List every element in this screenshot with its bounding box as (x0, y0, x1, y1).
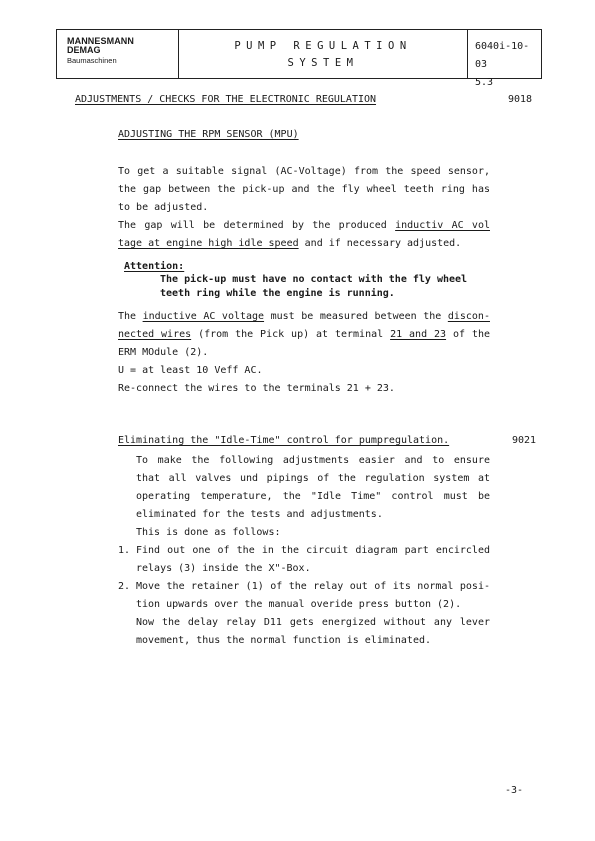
company-brand: DEMAG (67, 45, 101, 55)
text-line: To get a suitable signal (AC-Voltage) from the speed sensor, (118, 166, 490, 177)
text-line: relays (3) inside the X"-Box. (136, 563, 311, 574)
attention-line-2: teeth ring while the engine is running. (160, 288, 395, 299)
step-1 (136, 542, 490, 578)
document-title-line1: PUMP REGULATION (234, 40, 412, 52)
text-line (118, 326, 490, 344)
text-line: operating temperature, the "Idle Time" control must be (136, 491, 490, 502)
text-line: Find out one of the in the circuit diagram part encircled (136, 545, 490, 556)
page-number: -3- (505, 785, 524, 796)
text-line: Move the retainer (1) of the relay out of its normal posi- (136, 581, 490, 592)
document-title-block (179, 30, 468, 78)
text-line (118, 308, 490, 326)
text-run: must be measured between the (270, 311, 442, 322)
company-name: MANNESMANN (67, 36, 134, 46)
text-line: movement, thus the normal function is eliminated. (136, 635, 432, 646)
rpm-paragraph-1 (118, 163, 490, 217)
company-division: Baumaschinen (67, 56, 117, 65)
step-number: 2. (118, 581, 131, 592)
text-line: tion upwards over the manual overide press button (2). (136, 599, 462, 610)
text-line: Re-connect the wires to the terminals 21 + 23. (118, 383, 395, 394)
text-run: of the (452, 329, 491, 340)
idle-code: 9021 (512, 435, 537, 446)
text-run: and if necessary adjusted. (304, 238, 462, 249)
rpm-paragraph-2 (118, 217, 490, 253)
attention-label: Attention: (124, 261, 185, 272)
text-line: U = at least 10 Veff AC. (118, 365, 263, 376)
text-line: the gap between the pick-up and the fly wheel teeth ring has (118, 184, 490, 195)
text-line: eliminated for the tests and adjustments. (136, 509, 383, 520)
highlighted-term: inductive AC voltage (142, 311, 265, 322)
text-line (118, 217, 490, 235)
text-line (118, 235, 490, 253)
section-code: 9018 (508, 94, 533, 105)
text-run: (from the Pick up) at terminal (198, 329, 384, 340)
company-logo-block (57, 30, 179, 78)
document-section: 5.3 (475, 77, 494, 88)
text-line: to be adjusted. (118, 202, 209, 213)
highlighted-term: discon- (447, 311, 490, 322)
highlighted-term: tage at engine high idle speed (118, 238, 299, 249)
highlighted-term: 21 and 23 (390, 329, 447, 340)
highlighted-term: inductiv AC vol (395, 220, 490, 231)
document-number-block (468, 30, 541, 88)
step-number: 1. (118, 545, 131, 556)
step-2 (136, 578, 490, 650)
highlighted-term: nected wires (118, 329, 192, 340)
text-line: This is done as follows: (136, 527, 281, 538)
text-run: The gap will be determined by the produced (118, 220, 387, 231)
section-heading: ADJUSTMENTS / CHECKS FOR THE ELECTRONIC REGULATION (75, 94, 377, 105)
text-run: The (118, 311, 137, 322)
document-number: 6040i-10-03 (475, 41, 530, 70)
rpm-paragraph-3 (118, 308, 490, 398)
idle-heading: Eliminating the "Idle-Time" control for pumpregulation. (118, 435, 450, 446)
idle-intro (136, 452, 490, 542)
text-line: ERM MOdule (2). (118, 347, 209, 358)
rpm-subheading: ADJUSTING THE RPM SENSOR (MPU) (118, 129, 299, 140)
text-line: that all valves und pipings of the regulation system at (136, 473, 490, 484)
text-line: Now the delay relay D11 gets energized without any lever (136, 617, 490, 628)
text-line: To make the following adjustments easier and to ensure (136, 455, 490, 466)
document-header (56, 29, 542, 88)
attention-line-1: The pick-up must have no contact with the fly wheel (160, 274, 468, 285)
document-title-line2: SYSTEM (287, 57, 359, 69)
